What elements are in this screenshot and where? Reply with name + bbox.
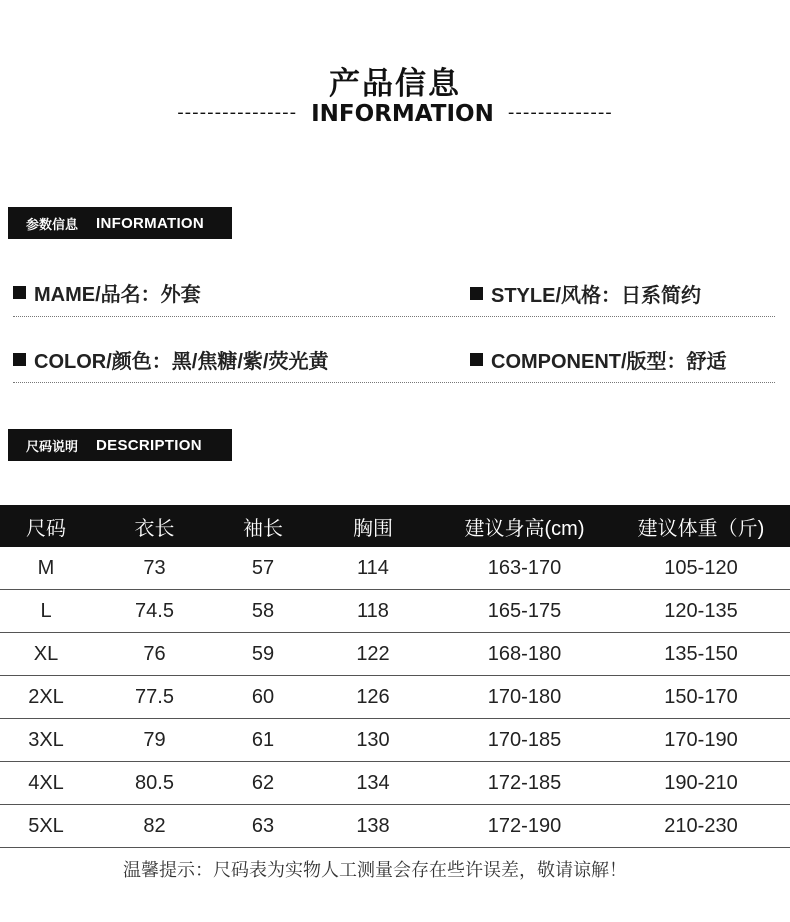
table-cell: 210-230	[612, 805, 790, 848]
table-row	[0, 590, 790, 633]
table-cell: 4XL	[0, 762, 92, 805]
param-name	[13, 278, 201, 307]
section-label-cn: 尺码说明	[26, 438, 79, 454]
column-header: 尺码	[0, 505, 92, 547]
table-row	[0, 805, 790, 848]
table-row	[0, 762, 790, 805]
table-cell: 126	[309, 676, 437, 719]
column-header: 袖长	[217, 505, 309, 547]
page-title: 产品信息	[329, 66, 461, 102]
divider-right: --------------	[507, 102, 613, 123]
table-cell: 60	[217, 676, 309, 719]
table-cell: 62	[217, 762, 309, 805]
param-component-text: COMPONENT/版型：舒适	[491, 351, 727, 373]
table-cell: L	[0, 590, 92, 633]
dotted-divider	[13, 316, 775, 317]
param-style	[470, 279, 701, 308]
table-cell: 61	[217, 719, 309, 762]
subtitle-text: INFORMATION	[311, 101, 494, 127]
table-cell: 63	[217, 805, 309, 848]
table-header-row	[0, 505, 790, 547]
table-cell: 5XL	[0, 805, 92, 848]
table-cell: 170-190	[612, 719, 790, 762]
table-cell: 168-180	[437, 633, 612, 676]
table-cell: 57	[217, 547, 309, 590]
table-cell: 58	[217, 590, 309, 633]
column-header: 胸围	[309, 505, 437, 547]
table-cell: 76	[92, 633, 217, 676]
table-cell: 172-190	[437, 805, 612, 848]
column-header: 建议身高(cm)	[437, 505, 612, 547]
table-cell: 135-150	[612, 633, 790, 676]
table-cell: 77.5	[92, 676, 217, 719]
dotted-divider	[13, 382, 775, 383]
table-cell: 120-135	[612, 590, 790, 633]
table-cell: 2XL	[0, 676, 92, 719]
table-row	[0, 719, 790, 762]
column-header: 建议体重（斤)	[612, 505, 790, 547]
square-bullet-icon	[470, 353, 483, 366]
page-subtitle	[0, 101, 790, 127]
table-cell: 190-210	[612, 762, 790, 805]
table-cell: M	[0, 547, 92, 590]
table-cell: 170-185	[437, 719, 612, 762]
table-cell: 79	[92, 719, 217, 762]
table-row	[0, 676, 790, 719]
square-bullet-icon	[470, 287, 483, 300]
table-cell: 118	[309, 590, 437, 633]
table-cell: 170-180	[437, 676, 612, 719]
param-color-text: COLOR/颜色：黑/焦糖/紫/荧光黄	[34, 351, 329, 373]
column-header: 衣长	[92, 505, 217, 547]
table-cell: 59	[217, 633, 309, 676]
divider-left: ----------------	[177, 102, 298, 123]
section-label-en: INFORMATION	[96, 214, 205, 232]
param-color	[13, 345, 328, 374]
section-header-params	[8, 207, 232, 239]
table-cell: 150-170	[612, 676, 790, 719]
param-component	[470, 345, 727, 374]
square-bullet-icon	[13, 353, 26, 366]
table-cell: 74.5	[92, 590, 217, 633]
table-cell: 73	[92, 547, 217, 590]
table-row	[0, 547, 790, 590]
square-bullet-icon	[13, 286, 26, 299]
table-cell: XL	[0, 633, 92, 676]
table-cell: 130	[309, 719, 437, 762]
footnote: 温馨提示：尺码表为实物人工测量会存在些许误差，敬请谅解！	[123, 860, 627, 880]
table-cell: 138	[309, 805, 437, 848]
size-table	[0, 505, 790, 848]
section-label-en: DESCRIPTION	[96, 436, 202, 454]
table-cell: 3XL	[0, 719, 92, 762]
param-name-text: MAME/品名：外套	[34, 284, 201, 306]
table-cell: 114	[309, 547, 437, 590]
table-cell: 134	[309, 762, 437, 805]
section-header-size	[8, 429, 232, 461]
param-style-text: STYLE/风格：日系简约	[491, 285, 702, 307]
table-row	[0, 633, 790, 676]
table-cell: 105-120	[612, 547, 790, 590]
table-cell: 172-185	[437, 762, 612, 805]
table-cell: 80.5	[92, 762, 217, 805]
table-cell: 122	[309, 633, 437, 676]
section-label-cn: 参数信息	[26, 216, 79, 232]
table-cell: 163-170	[437, 547, 612, 590]
table-cell: 82	[92, 805, 217, 848]
table-cell: 165-175	[437, 590, 612, 633]
